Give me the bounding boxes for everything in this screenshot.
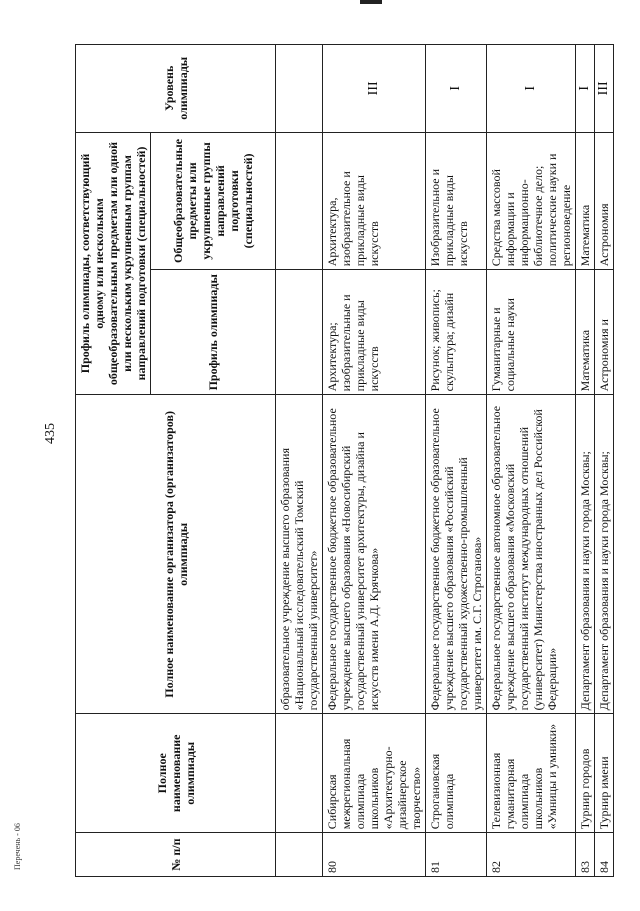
cell-org: Департамент образования и науки города Москвы; <box>595 395 614 714</box>
cell-num: 82 <box>487 833 576 877</box>
cell-level: I <box>487 45 576 133</box>
cell-profile: Архитектура; изобразительные и прикладные виды искусств <box>323 270 426 395</box>
cell-level: III <box>595 45 614 133</box>
cell-level: III <box>323 45 426 133</box>
cell-general <box>276 132 323 270</box>
cell-name: Турнир городов <box>576 714 595 833</box>
cell-profile: Математика <box>576 270 595 395</box>
table-row-continuation <box>276 45 323 877</box>
cell-profile: Астрономия и <box>595 270 614 395</box>
cell-org: Федеральное государственное бюджетное образовательное учреждение высшего образования «Новосибирский государственный университет архитектуры, дизайна и искусств имени А.Д. Крячкова» <box>323 395 426 714</box>
cell-level <box>276 45 323 133</box>
table-row <box>595 45 614 877</box>
table-row <box>576 45 595 877</box>
header-profile: Профиль олимпиады <box>151 270 276 395</box>
cell-general: Астрономия <box>595 132 614 270</box>
page-number: 435 <box>43 423 58 444</box>
cell-profile <box>276 270 323 395</box>
header-org: Полное наименование организатора (организаторов) олимпиады <box>76 395 276 714</box>
cell-general: Средства массовой информации и информационно-библиотечное дело; политические науки и регионоведение <box>487 132 576 270</box>
table-row <box>323 45 426 877</box>
cell-num <box>276 833 323 877</box>
olympiad-table-rotated <box>75 44 611 877</box>
header-row <box>76 45 151 877</box>
cell-name: Строгановская олимпиада <box>426 714 487 833</box>
cell-level: I <box>576 45 595 133</box>
cell-num: 80 <box>323 833 426 877</box>
cell-general: Математика <box>576 132 595 270</box>
cell-general: Изобразительное и прикладные виды искусств <box>426 132 487 270</box>
cell-general: Архитектура, изобразительное и прикладные виды искусств <box>323 132 426 270</box>
footer-note: Перечень - 06 <box>13 823 22 870</box>
cell-name: Турнир имени <box>595 714 614 833</box>
cell-profile: Гуманитарные и социальные науки <box>487 270 576 395</box>
header-num: № п/п <box>76 833 276 877</box>
cell-org: Федеральное государственное автономное образовательное учреждение высшего образования «Московский государственный институт международных отношений (университет) Министерства иностранных дел Российской Федерации» <box>487 395 576 714</box>
cell-name: Телевизионная гуманитарная олимпиада школьников «Умницы и умники» <box>487 714 576 833</box>
scan-mark <box>360 0 382 4</box>
cell-org: Федеральное государственное бюджетное образовательное учреждение высшего образования «Российский государственный художественно-промышленный университет им. С.Г. Строганова» <box>426 395 487 714</box>
cell-org: Департамент образования и науки города Москвы; <box>576 395 595 714</box>
cell-name: Сибирская межрегиональная олимпиада школьников «Архитектурно-дизайнерское творчество» <box>323 714 426 833</box>
header-profile-group: Профиль олимпиады, соответствующий одному или нескольким общеобразовательным предметам или одной или нескольким укрупненным группам направлений подготовки (специальностей) <box>76 132 151 395</box>
header-general: Общеобразовательные предметы или укрупненные группы направлений подготовки (специальностей) <box>151 132 276 270</box>
header-level: Уровень олимпиады <box>76 45 276 133</box>
cell-num: 81 <box>426 833 487 877</box>
olympiad-table <box>75 44 614 877</box>
cell-org: образовательное учреждение высшего образования «Национальный исследовательский Томский государственный университет» <box>276 395 323 714</box>
cell-profile: Рисунок; живопись; скульптура; дизайн <box>426 270 487 395</box>
cell-name <box>276 714 323 833</box>
table-row <box>426 45 487 877</box>
cell-num: 83 <box>576 833 595 877</box>
table-row <box>487 45 576 877</box>
header-name: Полное наименование олимпиады <box>76 714 276 833</box>
cell-num: 84 <box>595 833 614 877</box>
cell-level: I <box>426 45 487 133</box>
